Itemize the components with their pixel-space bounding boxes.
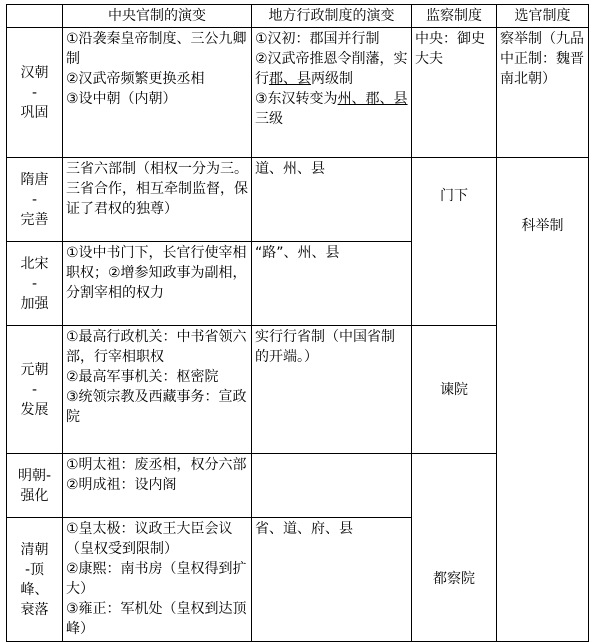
local-cell: 道、州、县 xyxy=(252,158,412,242)
supervision-cell: 都察院 xyxy=(412,518,497,642)
header-central: 中央官制的演变 xyxy=(63,5,252,28)
supervision-cell: 谏院 xyxy=(412,326,497,454)
supervision-cell xyxy=(412,454,497,518)
header-supervision: 监察制度 xyxy=(412,5,497,28)
selection-cell: 察举制（九品中正制：魏晋南北朝） xyxy=(497,28,589,158)
central-cell: ①最高行政机关：中书省领六部，行宰相职权 ②最高军事机关：枢密院 ③统领宗教及西藏事务：宣政院 xyxy=(63,326,252,454)
supervision-cell: 门下 xyxy=(412,158,497,326)
table-row xyxy=(7,28,589,158)
local-cell xyxy=(252,454,412,518)
central-cell: ①设中书门下，长官行使宰相职权；②增参知政事为副相，分割宰相的权力 xyxy=(63,242,252,326)
central-cell: ①皇太极：议政王大臣会议（皇权受到限制） ②康熙：南书房（皇权得到扩大） ③雍正：军机处（皇权到达顶峰） xyxy=(63,518,252,642)
dynasty-cell: 汉朝 - 巩固 xyxy=(7,28,63,158)
supervision-cell: 中央：御史大夫 xyxy=(412,28,497,158)
local-cell: 省、道、府、县 xyxy=(252,518,412,642)
central-cell: ①明太祖：废丞相，权分六部 ②明成祖：设内阁 xyxy=(63,454,252,518)
dynasty-cell: 北宋 - 加强 xyxy=(7,242,63,326)
dynasty-cell: 元朝 - 发展 xyxy=(7,326,63,454)
dynasty-cell: 明朝- 强化 xyxy=(7,454,63,518)
central-cell: 三省六部制（相权一分为三。三省合作，相互牵制监督，保证了君权的独尊） xyxy=(63,158,252,242)
header-row xyxy=(7,5,589,28)
central-cell: ①沿袭秦皇帝制度、三公九卿制 ②汉武帝频繁更换丞相 ③设中朝（内朝） xyxy=(63,28,252,158)
dynasty-cell: 清朝 -顶 峰、 衰落 xyxy=(7,518,63,642)
dynasty-cell: 隋唐 - 完善 xyxy=(7,158,63,242)
selection-cell: 科举制 xyxy=(497,158,589,642)
table-row xyxy=(7,158,589,242)
header-local: 地方行政制度的演变 xyxy=(252,5,412,28)
local-cell: ①汉初：郡国并行制 ②汉武帝推恩令削藩，实行郡、县两级制 ③东汉转变为州、郡、县三级 xyxy=(252,28,412,158)
local-cell: 实行行省制（中国省制的开端。） xyxy=(252,326,412,454)
local-cell: “路”、州、县 xyxy=(252,242,412,326)
header-selection: 选官制度 xyxy=(497,5,589,28)
header-dynasty xyxy=(7,5,63,28)
history-table xyxy=(6,4,589,642)
